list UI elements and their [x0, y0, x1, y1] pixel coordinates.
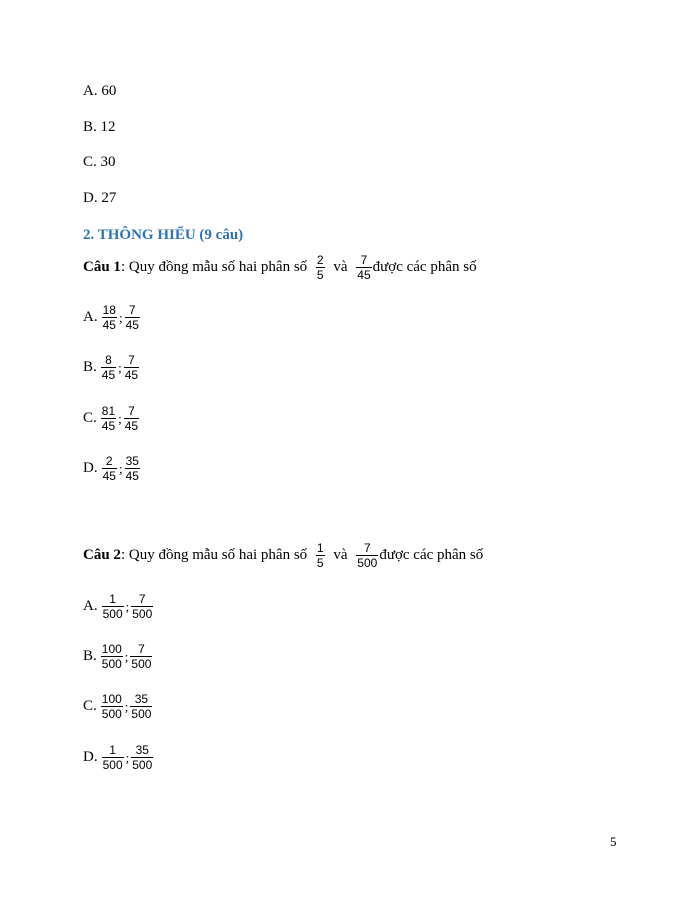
denominator: 45: [124, 368, 139, 382]
numerator: 18: [102, 303, 116, 317]
denominator: 45: [101, 368, 116, 382]
denominator: 500: [131, 657, 152, 671]
numerator: 8: [101, 353, 116, 368]
numerator: 2: [102, 454, 117, 469]
numerator: 1: [102, 743, 124, 758]
numerator: 1: [316, 541, 324, 555]
answer-fraction-1: [102, 454, 117, 483]
question-2-connector: và: [333, 547, 348, 563]
answer-fraction-2: [131, 592, 153, 621]
answer-fraction-1: [101, 642, 123, 671]
numerator: 7: [130, 642, 152, 657]
question-2: [83, 541, 483, 570]
denominator: 45: [125, 469, 139, 483]
numerator: 35: [131, 743, 153, 758]
question-1-text-after: được các phân số: [372, 259, 477, 275]
separator: ;: [118, 410, 122, 426]
denominator: 500: [131, 707, 152, 721]
option-b-prev: B. 12: [83, 119, 116, 135]
option-letter: C.: [83, 698, 97, 714]
denominator: 500: [101, 657, 122, 671]
option-letter: B.: [83, 359, 97, 375]
question-2-text-after: được các phân số: [379, 547, 484, 563]
numerator: 7: [125, 303, 140, 318]
option-letter: D.: [83, 749, 98, 765]
numerator: 100: [101, 642, 122, 656]
numerator: 35: [130, 692, 152, 707]
option-letter: A.: [83, 309, 98, 325]
answer-fraction-2: [124, 353, 139, 382]
answer-fraction-2: [130, 692, 152, 721]
section-heading: 2. THÔNG HIỂU (9 câu): [83, 227, 244, 243]
answer-fraction-1: [102, 743, 124, 772]
answer-fraction-2: [125, 454, 140, 483]
option-letter: C.: [83, 410, 97, 426]
denominator: 45: [102, 318, 116, 332]
answer-fraction-1: [101, 353, 116, 382]
separator: ;: [124, 648, 129, 664]
option-d-prev: D. 27: [83, 190, 117, 206]
question-1: [83, 253, 477, 282]
question-2-fraction-1: [316, 541, 325, 570]
answer-fraction-2: [125, 303, 140, 332]
option-c-prev: C. 30: [83, 154, 116, 170]
answer-fraction-1: [102, 592, 124, 621]
numerator: 7: [124, 404, 139, 419]
answer-fraction-1: [101, 692, 123, 721]
q1-option-a: [83, 303, 141, 332]
question-2-title: Câu 2: [83, 547, 121, 563]
numerator: 1: [102, 592, 124, 607]
option-letter: A.: [83, 598, 98, 614]
option-letter: B.: [83, 648, 97, 664]
numerator: 7: [356, 253, 371, 268]
numerator: 100: [101, 692, 122, 706]
denominator: 45: [357, 268, 371, 282]
numerator: 7: [131, 592, 153, 607]
separator: ;: [118, 359, 122, 375]
denominator: 500: [357, 556, 378, 570]
denominator: 45: [125, 318, 139, 332]
q2-option-b: [83, 642, 153, 671]
denominator: 45: [124, 419, 139, 433]
q1-option-c: [83, 404, 140, 433]
answer-fraction-1: [102, 303, 117, 332]
question-1-title: Câu 1: [83, 259, 121, 275]
q2-option-c: [83, 692, 153, 721]
denominator: 500: [102, 758, 123, 772]
numerator: 81: [101, 404, 116, 418]
numerator: 2: [316, 253, 324, 267]
numerator: 7: [124, 353, 139, 368]
numerator: 35: [125, 454, 139, 468]
question-1-fraction-1: [316, 253, 325, 282]
answer-fraction-2: [124, 404, 139, 433]
separator: ;: [124, 698, 129, 714]
q1-option-b: [83, 353, 140, 382]
option-a-prev: A. 60: [83, 83, 117, 99]
denominator: 500: [102, 607, 123, 621]
denominator: 500: [132, 607, 153, 621]
q2-option-a: [83, 592, 154, 621]
denominator: 5: [316, 268, 324, 282]
denominator: 45: [101, 419, 116, 433]
separator: ;: [118, 460, 123, 476]
denominator: 45: [102, 469, 116, 483]
q1-option-d: [83, 454, 141, 483]
answer-fraction-2: [131, 743, 153, 772]
question-2-text: : Quy đồng mẫu số hai phân số: [120, 547, 308, 563]
denominator: 500: [132, 758, 153, 772]
question-1-text: : Quy đồng mẫu số hai phân số: [120, 259, 308, 275]
question-2-fraction-2: [356, 541, 378, 570]
option-letter: D.: [83, 460, 98, 476]
answer-fraction-2: [130, 642, 152, 671]
answer-fraction-1: [101, 404, 116, 433]
separator: ;: [125, 749, 130, 765]
denominator: 5: [316, 556, 324, 570]
page-number: 5: [610, 834, 617, 849]
question-1-connector: và: [333, 259, 348, 275]
separator: ;: [125, 598, 130, 614]
q2-option-d: [83, 743, 154, 772]
question-1-fraction-2: [356, 253, 371, 282]
denominator: 500: [101, 707, 122, 721]
numerator: 7: [356, 541, 378, 556]
separator: ;: [118, 309, 123, 325]
